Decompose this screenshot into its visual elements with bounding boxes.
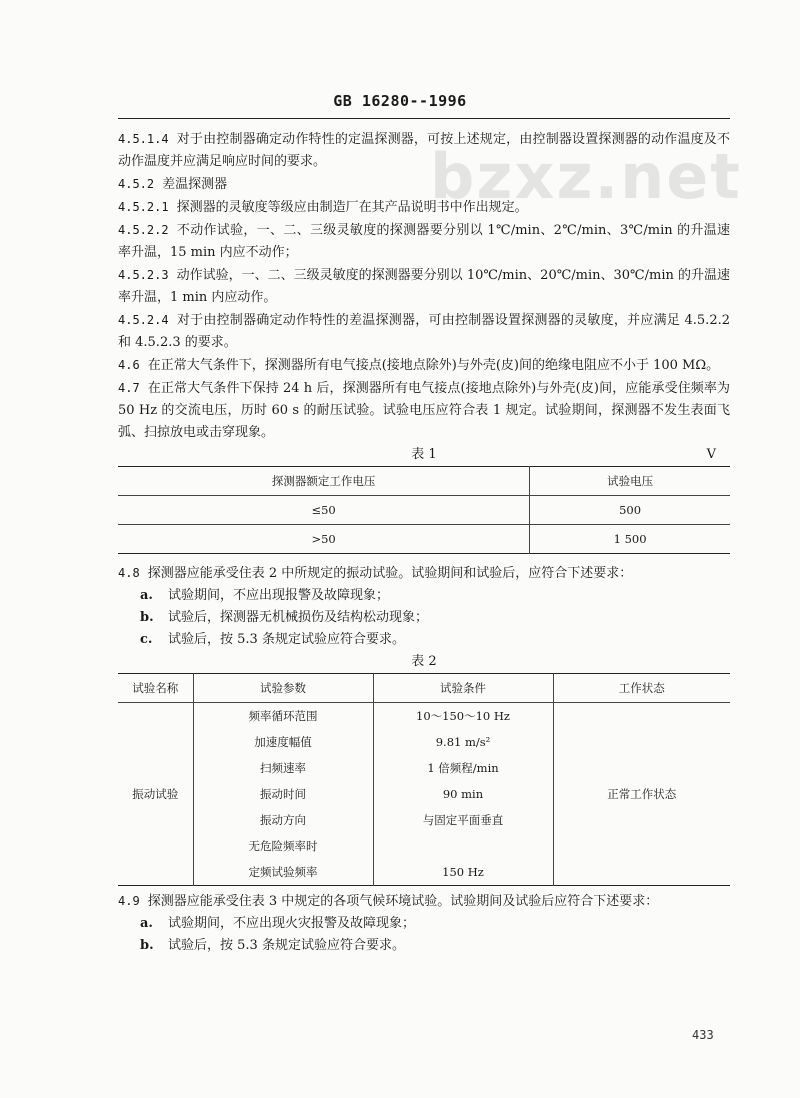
table1-unit: V [706,447,716,462]
table-header-cell: 试验参数 [193,674,373,703]
clause-4-5-2-4 [118,309,730,354]
clause-4-5-2-3 [118,264,730,309]
table-1 [118,466,730,554]
standard-header: GB 16280--1996 [333,92,467,110]
watermark: bzxz.net [430,140,742,213]
table1-caption: 表 1 [411,447,437,462]
page-number: 433 [692,1028,714,1042]
clause-4-5-2 [118,173,730,196]
main-content [118,128,730,957]
table-cell [373,833,553,859]
clause-text: 不动作试验，一、二、三级灵敏度的探测器要分别以 1℃/min、2℃/min、3℃/min 的升温速率升温，15 min 内应不动作； [118,223,730,260]
list-item-text: 试验期间，不应出现报警及故障现象； [168,588,390,603]
table-cell: 与固定平面垂直 [373,807,553,833]
clause-text: 探测器应能承受住表 2 中所规定的振动试验。试验期间和试验后，应符合下述要求： [147,566,633,581]
list-item-text: 试验后，按 5.3 条规定试验应符合要求。 [168,938,405,953]
list-item-text: 试验后，探测器无机械损伤及结构松动现象； [168,610,429,625]
table-cell: 90 min [373,781,553,807]
clause-4-5-2-1 [118,196,730,219]
table-cell: 定频试验频率 [193,859,373,886]
list-item [118,629,730,651]
list-item-label: c. [140,632,153,647]
table-cell: 振动时间 [193,781,373,807]
list-item-label: a. [140,916,153,931]
table-row [118,496,730,525]
list-item-label: a. [140,588,153,603]
list-item-label: b. [140,938,154,953]
table2-caption-row [118,651,730,673]
table-header-cell: 试验条件 [373,674,553,703]
table-cell: 1 倍频程/min [373,755,553,781]
table-header-cell: 试验名称 [118,674,193,703]
table-cell: >50 [118,525,530,554]
clause-text: 在正常大气条件下保持 24 h 后，探测器所有电气接点(接地点除外)与外壳(皮)间，应能承受住频率为 50 Hz 的交流电压，历时 60 s 的耐压试验。试验电压应符合表 1 规定。试验期间，探测器不发生表面飞弧、扫掠放电或击穿现象。 [118,381,730,440]
clause-4-6 [118,354,730,377]
table-cell: 9.81 m/s² [373,729,553,755]
clause-4-7 [118,377,730,444]
table-row [118,703,730,730]
table-cell: 150 Hz [373,859,553,886]
clause-text: 探测器应能承受住表 3 中规定的各项气候环境试验。试验期间及试验后应符合下述要求： [147,894,659,909]
table-cell: 振动方向 [193,807,373,833]
table-cell: 扫频速率 [193,755,373,781]
clause-text: 对于由控制器确定动作特性的差温探测器，可由控制器设置探测器的灵敏度，并应满足 4.5.2.2 和 4.5.2.3 的要求。 [118,313,730,350]
clause-number: 4.5.2.1 [118,200,169,214]
clause-number: 4.5.1.4 [118,132,169,146]
list-item-label: b. [140,610,154,625]
clause-number: 4.5.2.4 [118,313,169,327]
list-item-text: 试验后，按 5.3 条规定试验应符合要求。 [168,632,405,647]
list-item [118,585,730,607]
table-header-cell: 工作状态 [553,674,730,703]
table-header-row [118,674,730,703]
clause-number: 4.6 [118,358,140,372]
table-row [118,525,730,554]
clause-text: 差温探测器 [162,177,228,192]
table2-caption: 表 2 [411,654,437,669]
clause-4-5-2-2 [118,219,730,264]
clause-number: 4.5.2 [118,177,155,191]
list-item [118,935,730,957]
table-cell: 500 [530,496,730,525]
table-cell: 加速度幅值 [193,729,373,755]
table-2 [118,673,730,886]
table-cell: ≤50 [118,496,530,525]
table-cell: 1 500 [530,525,730,554]
clause-text: 探测器的灵敏度等级应由制造厂在其产品说明书中作出规定。 [176,200,528,215]
work-state-cell: 正常工作状态 [553,703,730,886]
clause-number: 4.5.2.2 [118,223,169,237]
table-cell: 10～150～10 Hz [373,703,553,730]
list-item [118,913,730,935]
table-cell: 无危险频率时 [193,833,373,859]
clause-4-9 [118,890,730,913]
header-rule [118,118,730,119]
clause-number: 4.5.2.3 [118,268,169,282]
table-header-row [118,467,730,496]
clause-4-8 [118,562,730,585]
table-header-cell: 试验电压 [530,467,730,496]
clause-text: 动作试验，一、二、三级灵敏度的探测器要分别以 10℃/min、20℃/min、30℃/min 的升温速率升温，1 min 内应动作。 [118,268,730,305]
list-item [118,607,730,629]
clause-text: 在正常大气条件下，探测器所有电气接点(接地点除外)与外壳(皮)间的绝缘电阻应不小于 100 MΩ。 [147,358,720,373]
clause-number: 4.8 [118,566,140,580]
clause-number: 4.7 [118,381,140,395]
clause-text: 对于由控制器确定动作特性的定温探测器，可按上述规定，由控制器设置探测器的动作温度及不动作温度并应满足响应时间的要求。 [118,132,730,169]
table1-caption-row [118,444,730,466]
test-name-cell: 振动试验 [132,787,179,801]
clause-4-5-1-4 [118,128,730,173]
clause-number: 4.9 [118,894,140,908]
list-item-text: 试验期间，不应出现火灾报警及故障现象； [168,916,416,931]
table-cell: 频率循环范围 [193,703,373,730]
table-header-cell: 探测器额定工作电压 [118,467,530,496]
